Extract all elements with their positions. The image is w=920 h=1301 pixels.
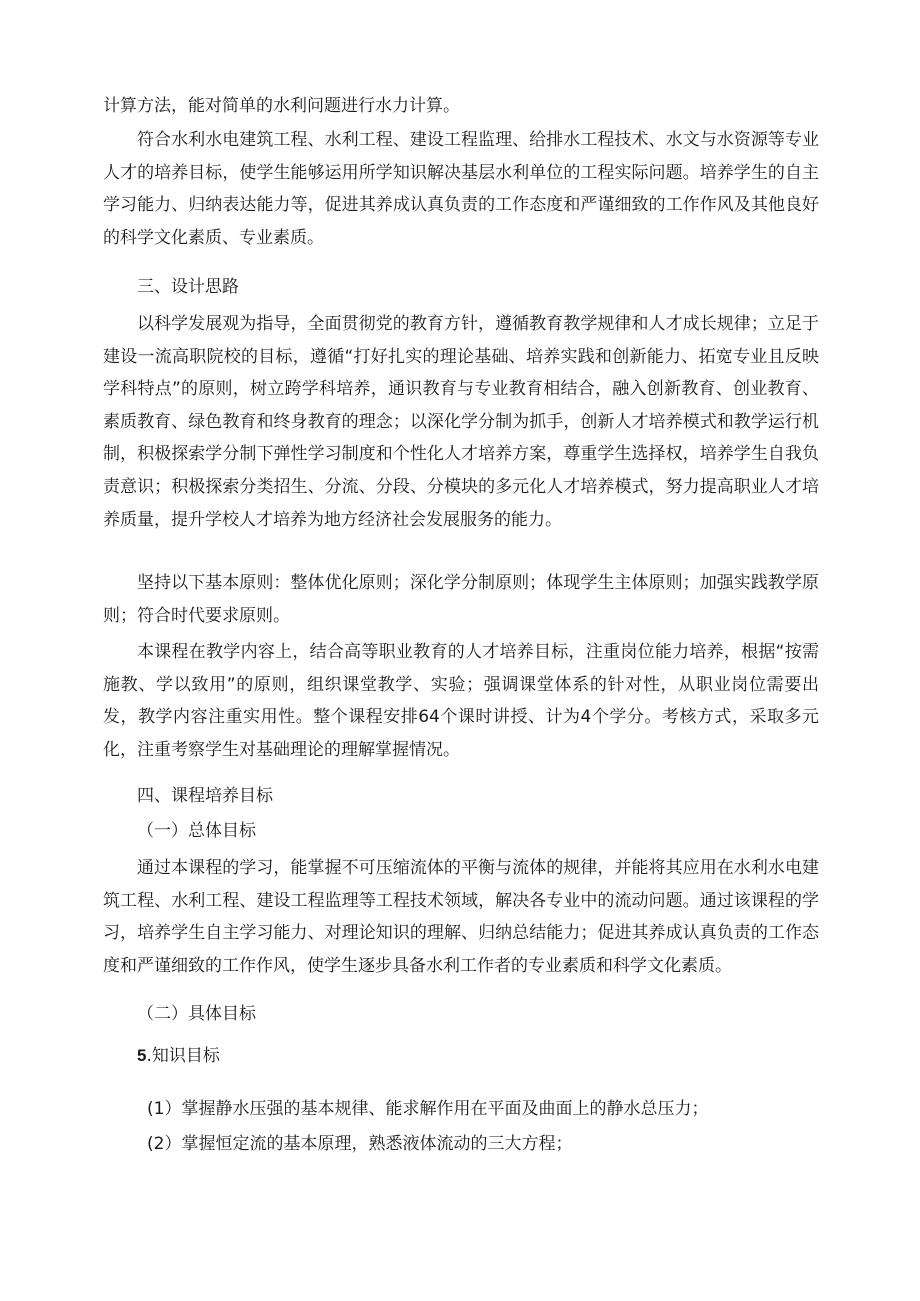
knowledge-item-2-number: (2 (147, 1134, 165, 1154)
paragraph-basic-principles: 坚持以下基本原则：整体优化原则；深化学分制原则；体现学生主体原则；加强实践教学原则；符合时代要求原则。 (103, 573, 819, 626)
heading-course-targets: 四、课程培养目标 (137, 786, 273, 806)
heading-specific-target: （二）具体目标 (137, 1004, 256, 1024)
paragraph-design-ideas: 以科学发展观为指导，全面贯彻党的教育方针，遵循教育教学规律和人才成长规律；立足于建设一流高职院校的目标，遵循“打好扎实的理论基础、培养实践和创新能力、拓宽专业且反映学科特点”的原则，树立跨学科培养，通识教育与专业教育相结合，融入创新教育、创业教育、素质教育、绿色教育和终身教育的理念；以深化学分制为抓手，创新人才培养模式和教学运行机制，积极探索学分制下弹性学习制度和个性化人才培养方案，尊重学生选择权，培养学生自我负责意识；积极探索分类招生、分流、分段、分模块的多元化人才培养模式，努力提高职业人才培养质量，提升学校人才培养为地方经济社会发展服务的能力。 (103, 314, 819, 530)
heading-knowledge-target (137, 1040, 220, 1072)
knowledge-item-1-number: (1 (147, 1099, 165, 1119)
knowledge-item-2 (147, 1128, 572, 1160)
knowledge-item-1-text: ）掌握静水压强的基本规律、能求解作用在平面及曲面上的静水总压力； (164, 1099, 709, 1119)
paragraph-calculation-continued: 计算方法，能对简单的水利问题进行水力计算。 (103, 96, 460, 116)
knowledge-item-2-text: ）掌握恒定流的基本原理，熟悉液体流动的三大方程； (164, 1134, 573, 1154)
knowledge-target-label: .知识目标 (146, 1046, 220, 1066)
knowledge-target-number: 5 (137, 1046, 147, 1065)
paragraph-training-goal: 符合水利水电建筑工程、水利工程、建设工程监理、给排水工程技术、水文与水资源等专业人才的培养目标，使学生能够运用所学知识解决基层水利单位的工程实际问题。培养学生的自主学习能力、归纳表达能力等，促进其养成认真负责的工作态度和严谨细致的工作作风及其他良好的科学文化素质、专业素质。 (103, 130, 819, 248)
paragraph-teaching-content: 本课程在教学内容上，结合高等职业教育的人才培养目标，注重岗位能力培养，根据“按需施教、学以致用”的原则，组织课堂教学、实验；强调课堂体系的针对性，从职业岗位需要出发，教学内容注重实用性。整个课程安排64个课时讲授、计为4个学分。考核方式，采取多元化，注重考察学生对基础理论的理解掌握情况。 (103, 642, 819, 760)
heading-design-ideas: 三、设计思路 (137, 277, 239, 297)
paragraph-overall-target: 通过本课程的学习，能掌握不可压缩流体的平衡与流体的规律，并能将其应用在水利水电建筑工程、水利工程、建设工程监理等工程技术领域，解决各专业中的流动问题。通过该课程的学习，培养学生自主学习能力、对理论知识的理解、归纳总结能力；促进其养成认真负责的工作态度和严谨细致的工作作风，使学生逐步具备水利工作者的专业素质和科学文化素质。 (103, 858, 819, 976)
heading-overall-target: （一）总体目标 (137, 821, 256, 841)
knowledge-item-1 (147, 1093, 708, 1125)
